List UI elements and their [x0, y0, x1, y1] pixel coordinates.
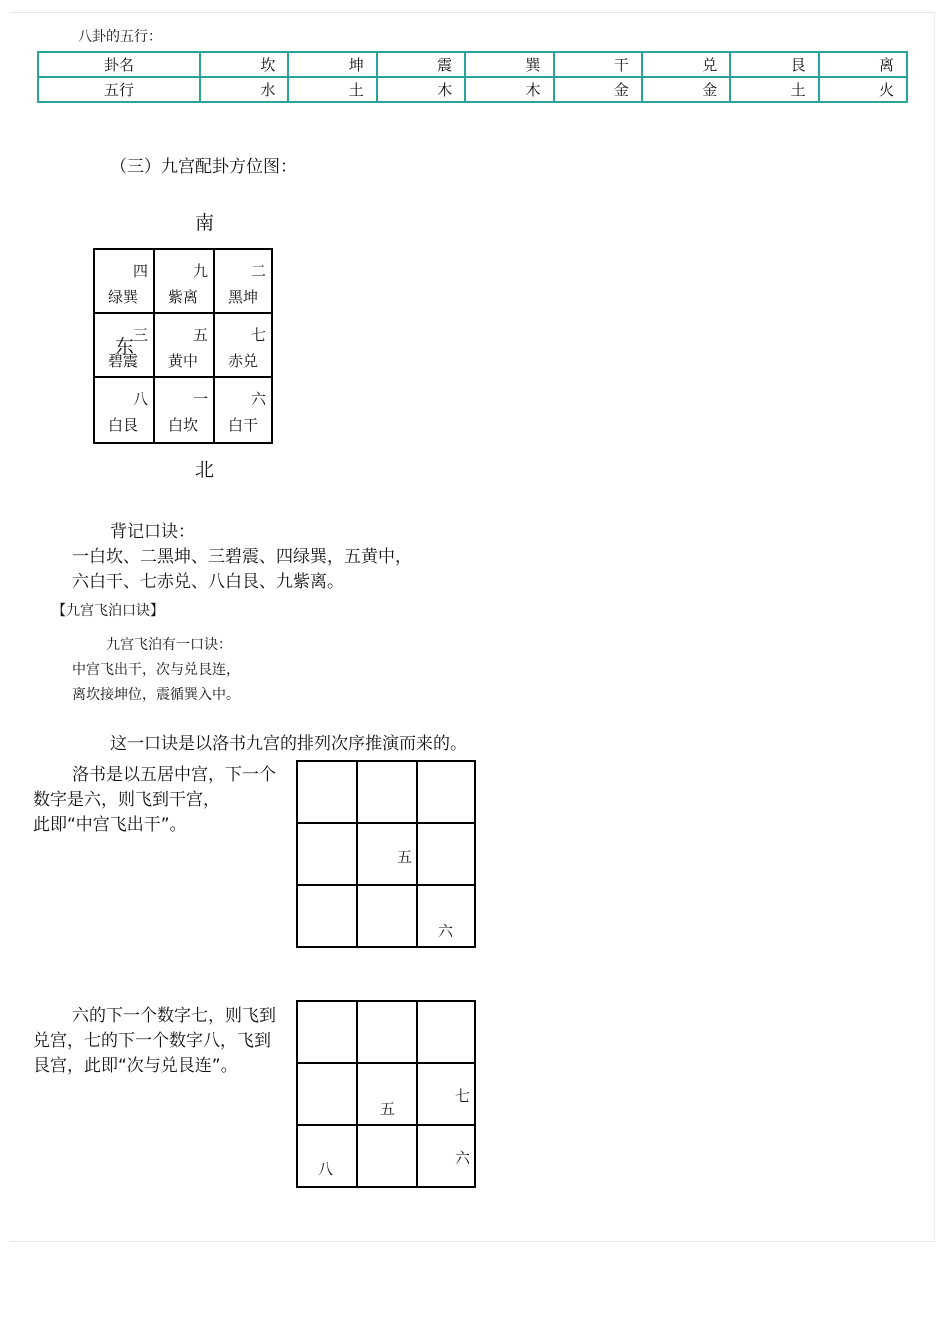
luoshu-grid-2 — [296, 1000, 476, 1188]
table-row-elements — [38, 77, 907, 102]
direction-east: 东 — [115, 336, 135, 358]
palace-cell — [155, 314, 215, 378]
grid-cell — [298, 1002, 358, 1064]
explain-text: 此即“中宫飞出干”。 — [33, 815, 187, 835]
grid-cell — [418, 824, 474, 886]
explain-text: 兑宫，七的下一个数字八，飞到 — [33, 1031, 271, 1051]
palace-cell — [95, 250, 155, 314]
element-cell: 金 — [554, 77, 642, 102]
palace-cell — [215, 314, 271, 378]
explain-text: 洛书是以五居中宫，下一个 — [72, 765, 276, 785]
explain-text: 数字是六，则飞到干宫， — [33, 790, 220, 810]
grid-cell — [418, 1126, 474, 1186]
flight-heading: 【九宫飞泊口诀】 — [52, 603, 164, 619]
flight-intro: 九宫飞泊有一口诀： — [106, 637, 232, 653]
trigram-cell: 坎 — [200, 52, 288, 77]
direction-north: 北 — [195, 459, 215, 481]
grid-cell — [358, 886, 418, 946]
trigram-cell: 坤 — [288, 52, 376, 77]
palace-number: 二 — [250, 262, 266, 280]
palace-number: 七 — [250, 326, 266, 344]
grid-cell — [358, 762, 418, 824]
palace-trigram: 绿巽 — [108, 288, 139, 306]
palace-cell — [155, 250, 215, 314]
element-cell: 水 — [200, 77, 288, 102]
element-cell: 土 — [730, 77, 818, 102]
flight-line: 中宫飞出干，次与兑艮连， — [72, 662, 240, 678]
explain-text: 六的下一个数字七，则飞到 — [72, 1006, 276, 1026]
palace-number: 三 — [132, 326, 148, 344]
element-cell: 土 — [288, 77, 376, 102]
palace-cell — [155, 378, 215, 442]
grid-cell — [298, 1064, 358, 1126]
nine-palace-title: （三）九宫配卦方位图： — [110, 157, 297, 177]
element-cell: 金 — [642, 77, 730, 102]
explain-text: 艮宫，此即“次与兑艮连”。 — [33, 1056, 238, 1076]
row-label: 五行 — [38, 77, 200, 102]
grid-cell — [418, 1064, 474, 1126]
palace-trigram: 碧震 — [108, 352, 139, 370]
grid-cell — [358, 1064, 418, 1126]
grid-cell — [298, 762, 358, 824]
trigram-cell: 离 — [819, 52, 907, 77]
explain-sentence: 这一口诀是以洛书九宫的排列次序推演而来的。 — [110, 734, 467, 754]
grid-number: 八 — [318, 1160, 334, 1178]
element-cell: 木 — [377, 77, 465, 102]
grid-cell — [358, 1126, 418, 1186]
trigram-cell: 干 — [554, 52, 642, 77]
palace-cell — [215, 250, 271, 314]
trigram-cell: 震 — [377, 52, 465, 77]
mnemonic-line: 六白干、七赤兑、八白艮、九紫离。 — [72, 572, 344, 592]
palace-number: 四 — [132, 262, 148, 280]
trigram-cell: 巽 — [465, 52, 553, 77]
palace-trigram: 黑坤 — [228, 288, 259, 306]
element-cell: 木 — [465, 77, 553, 102]
palace-number: 五 — [192, 326, 208, 344]
trigram-cell: 艮 — [730, 52, 818, 77]
palace-cell — [215, 378, 271, 442]
grid-number: 七 — [454, 1087, 470, 1105]
palace-number: 九 — [192, 262, 208, 280]
table-row-trigrams — [38, 52, 907, 77]
nine-palace-grid — [93, 248, 273, 444]
palace-trigram: 白艮 — [108, 416, 139, 434]
header-label: 卦名 — [38, 52, 200, 77]
grid-cell — [298, 886, 358, 946]
grid-cell — [418, 886, 474, 946]
flight-line: 离坎接坤位，震循巽入中。 — [72, 687, 240, 703]
grid-cell — [298, 1126, 358, 1186]
grid-cell — [298, 824, 358, 886]
mnemonic-line: 一白坎、二黑坤、三碧震、四绿巽，五黄中， — [72, 547, 412, 567]
palace-trigram: 紫离 — [168, 288, 199, 306]
palace-number: 一 — [192, 390, 208, 408]
grid-cell — [358, 824, 418, 886]
palace-cell — [95, 378, 155, 442]
mnemonic-title: 背记口诀： — [110, 522, 195, 542]
wuxing-table — [37, 51, 908, 103]
grid-number: 六 — [438, 922, 454, 940]
palace-trigram: 黄中 — [168, 352, 199, 370]
grid-cell — [358, 1002, 418, 1064]
grid-number: 五 — [396, 848, 412, 866]
palace-trigram: 白坎 — [168, 416, 199, 434]
direction-south: 南 — [195, 212, 215, 234]
wuxing-title: 八卦的五行： — [78, 29, 162, 45]
palace-trigram: 赤兑 — [228, 352, 259, 370]
palace-number: 六 — [250, 390, 266, 408]
palace-cell — [95, 314, 155, 378]
trigram-cell: 兑 — [642, 52, 730, 77]
grid-number: 六 — [454, 1149, 470, 1167]
grid-number: 五 — [380, 1100, 396, 1118]
element-cell: 火 — [819, 77, 907, 102]
grid-cell — [418, 1002, 474, 1064]
palace-number: 八 — [132, 390, 148, 408]
palace-trigram: 白干 — [228, 416, 259, 434]
grid-cell — [418, 762, 474, 824]
luoshu-grid-1 — [296, 760, 476, 948]
